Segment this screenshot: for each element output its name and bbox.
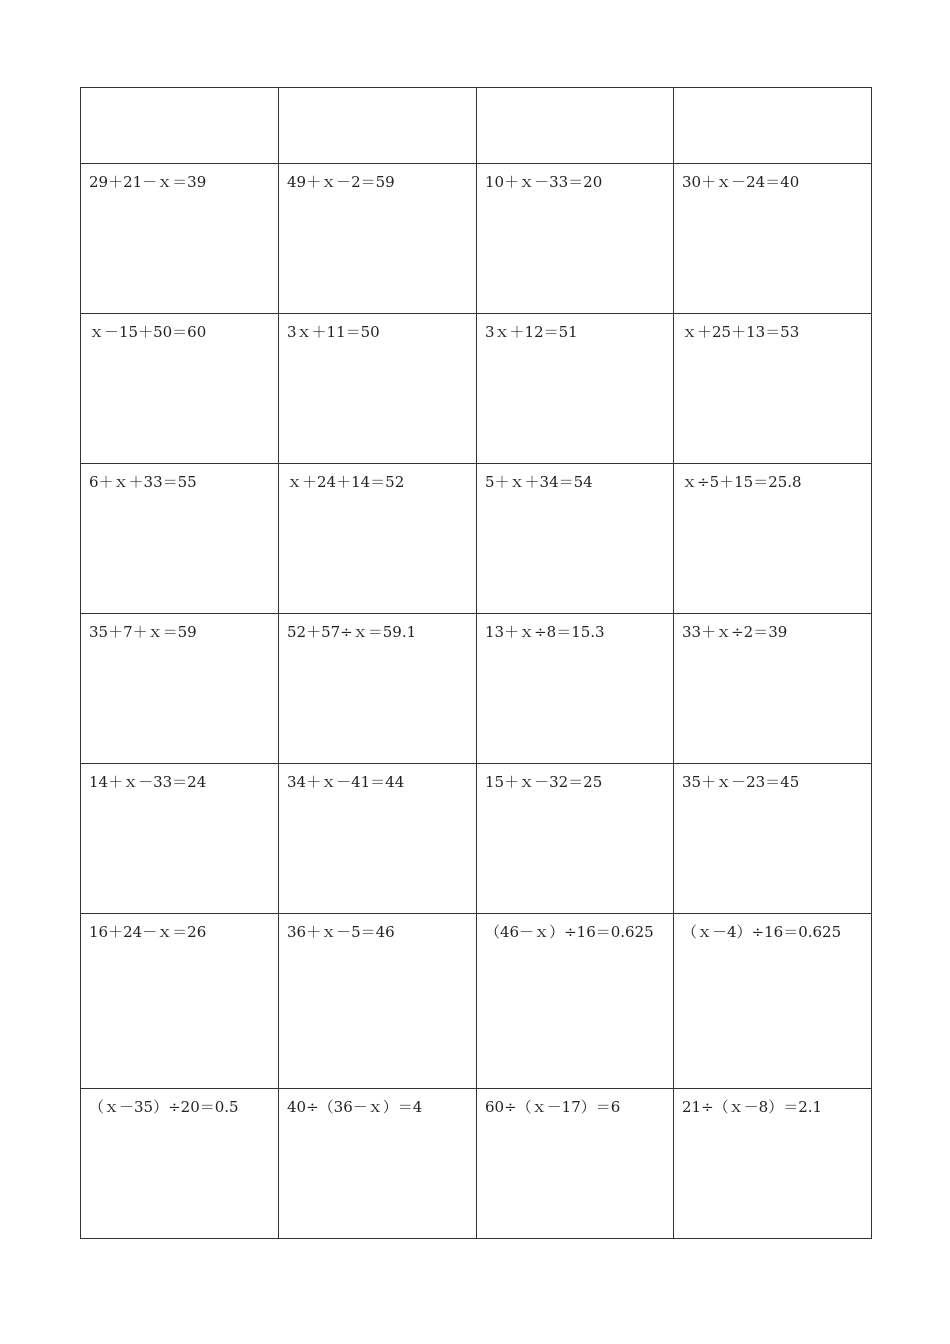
equation-cell: 29＋21－ｘ＝39 — [81, 164, 279, 314]
equation-cell: ｘ－15＋50＝60 — [81, 314, 279, 464]
table-row — [81, 1089, 872, 1239]
table-row — [81, 464, 872, 614]
equation-cell: ｘ＋25＋13＝53 — [674, 314, 872, 464]
table-row — [81, 764, 872, 914]
equation-cell: 16＋24－ｘ＝26 — [81, 914, 279, 1089]
equation-cell: 3ｘ＋11＝50 — [279, 314, 477, 464]
equation-cell: 40÷（36－ｘ）＝4 — [279, 1089, 477, 1239]
equation-cell: 36＋ｘ－5＝46 — [279, 914, 477, 1089]
equation-cell: （ｘ－35）÷20＝0.5 — [81, 1089, 279, 1239]
equation-cell: ｘ＋24＋14＝52 — [279, 464, 477, 614]
equation-cell: 3ｘ＋12＝51 — [477, 314, 674, 464]
table-row — [81, 614, 872, 764]
equation-cell: （46－ｘ）÷16＝0.625 — [477, 914, 674, 1089]
equation-cell: 33＋ｘ÷2＝39 — [674, 614, 872, 764]
empty-cell — [477, 88, 674, 164]
equation-cell: 49＋ｘ－2＝59 — [279, 164, 477, 314]
equation-cell: 35＋7＋ｘ＝59 — [81, 614, 279, 764]
equation-cell: ｘ÷5＋15＝25.8 — [674, 464, 872, 614]
equation-cell: 13＋ｘ÷8＝15.3 — [477, 614, 674, 764]
equation-cell: 6＋ｘ＋33＝55 — [81, 464, 279, 614]
equation-cell: 30＋ｘ－24＝40 — [674, 164, 872, 314]
equation-cell: 5＋ｘ＋34＝54 — [477, 464, 674, 614]
equation-cell: 21÷（ｘ－8）＝2.1 — [674, 1089, 872, 1239]
equation-cell: （ｘ－4）÷16＝0.625 — [674, 914, 872, 1089]
equation-cell: 15＋ｘ－32＝25 — [477, 764, 674, 914]
table-row — [81, 914, 872, 1089]
table-row — [81, 88, 872, 164]
empty-cell — [81, 88, 279, 164]
empty-cell — [674, 88, 872, 164]
equation-cell: 52＋57÷ｘ＝59.1 — [279, 614, 477, 764]
equation-cell: 34＋ｘ－41＝44 — [279, 764, 477, 914]
equation-cell: 35＋ｘ－23＝45 — [674, 764, 872, 914]
table-row — [81, 164, 872, 314]
equation-worksheet-table — [80, 87, 872, 1239]
equation-cell: 10＋ｘ－33＝20 — [477, 164, 674, 314]
equation-cell: 14＋ｘ－33＝24 — [81, 764, 279, 914]
empty-cell — [279, 88, 477, 164]
equation-cell: 60÷（ｘ－17）＝6 — [477, 1089, 674, 1239]
table-row — [81, 314, 872, 464]
